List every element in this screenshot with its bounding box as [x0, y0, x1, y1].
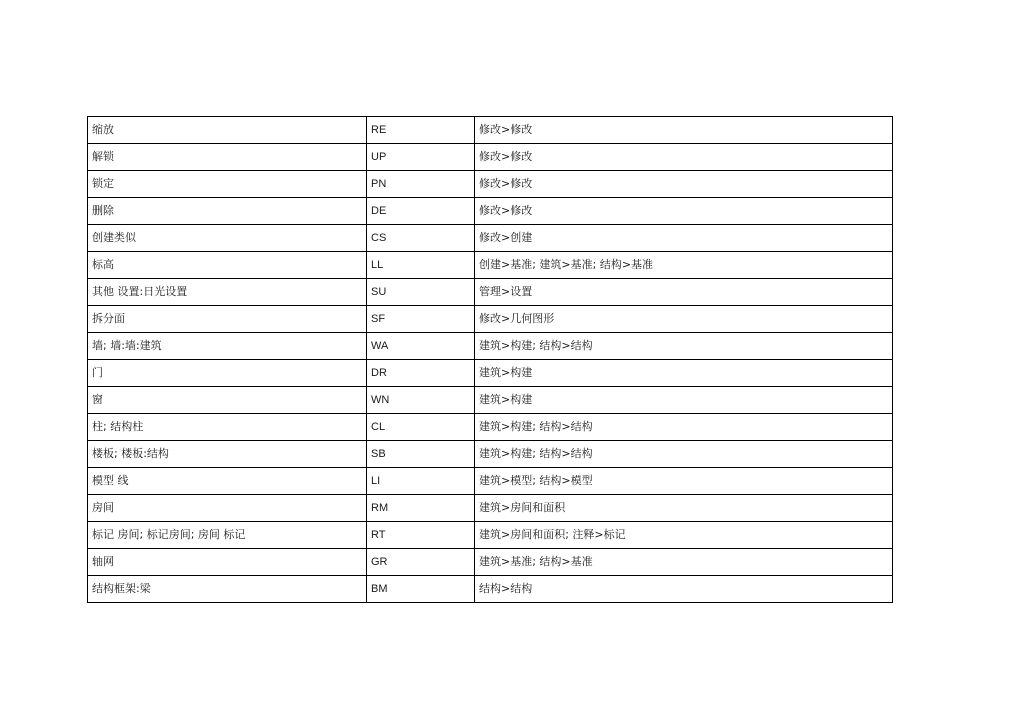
command-name: 创建类似 — [88, 225, 367, 252]
ribbon-location: 修改>修改 — [475, 144, 893, 171]
table-row — [88, 414, 893, 441]
shortcut-key: UP — [367, 144, 475, 171]
shortcut-key: SF — [367, 306, 475, 333]
command-name: 房间 — [88, 495, 367, 522]
shortcut-table — [87, 116, 893, 603]
shortcut-key: CL — [367, 414, 475, 441]
table-row — [88, 360, 893, 387]
table-row — [88, 225, 893, 252]
table-row — [88, 333, 893, 360]
shortcut-key: PN — [367, 171, 475, 198]
command-name: 拆分面 — [88, 306, 367, 333]
command-name: 楼板; 楼板:结构 — [88, 441, 367, 468]
ribbon-location: 修改>修改 — [475, 198, 893, 225]
shortcut-key: GR — [367, 549, 475, 576]
ribbon-location: 建筑>构建; 结构>结构 — [475, 333, 893, 360]
ribbon-location: 建筑>构建; 结构>结构 — [475, 414, 893, 441]
shortcut-key: RE — [367, 117, 475, 144]
command-name: 墙; 墙:墙:建筑 — [88, 333, 367, 360]
command-name: 缩放 — [88, 117, 367, 144]
table-row — [88, 522, 893, 549]
command-name: 删除 — [88, 198, 367, 225]
ribbon-location: 建筑>构建 — [475, 360, 893, 387]
command-name: 门 — [88, 360, 367, 387]
table-row — [88, 198, 893, 225]
table-row — [88, 171, 893, 198]
command-name: 其他 设置:日光设置 — [88, 279, 367, 306]
ribbon-location: 建筑>构建 — [475, 387, 893, 414]
shortcut-key: RM — [367, 495, 475, 522]
shortcut-key: LI — [367, 468, 475, 495]
ribbon-location: 建筑>房间和面积; 注释>标记 — [475, 522, 893, 549]
table-row — [88, 549, 893, 576]
command-name: 柱; 结构柱 — [88, 414, 367, 441]
shortcut-key: RT — [367, 522, 475, 549]
shortcut-key: WN — [367, 387, 475, 414]
shortcut-key: LL — [367, 252, 475, 279]
ribbon-location: 修改>几何图形 — [475, 306, 893, 333]
table-row — [88, 144, 893, 171]
shortcut-key: CS — [367, 225, 475, 252]
command-name: 标记 房间; 标记房间; 房间 标记 — [88, 522, 367, 549]
table-row — [88, 441, 893, 468]
shortcut-key: BM — [367, 576, 475, 603]
ribbon-location: 建筑>构建; 结构>结构 — [475, 441, 893, 468]
table-row — [88, 306, 893, 333]
ribbon-location: 修改>修改 — [475, 117, 893, 144]
table-row — [88, 117, 893, 144]
shortcut-key: SB — [367, 441, 475, 468]
ribbon-location: 修改>创建 — [475, 225, 893, 252]
table-row — [88, 279, 893, 306]
table-row — [88, 495, 893, 522]
command-name: 模型 线 — [88, 468, 367, 495]
command-name: 解锁 — [88, 144, 367, 171]
command-name: 轴网 — [88, 549, 367, 576]
ribbon-location: 修改>修改 — [475, 171, 893, 198]
table-row — [88, 576, 893, 603]
shortcut-key: WA — [367, 333, 475, 360]
ribbon-location: 建筑>基准; 结构>基准 — [475, 549, 893, 576]
ribbon-location: 创建>基准; 建筑>基准; 结构>基准 — [475, 252, 893, 279]
command-name: 标高 — [88, 252, 367, 279]
table-row — [88, 468, 893, 495]
table-row — [88, 387, 893, 414]
shortcut-key: SU — [367, 279, 475, 306]
ribbon-location: 管理>设置 — [475, 279, 893, 306]
table-row — [88, 252, 893, 279]
ribbon-location: 结构>结构 — [475, 576, 893, 603]
command-name: 锁定 — [88, 171, 367, 198]
shortcut-key: DE — [367, 198, 475, 225]
ribbon-location: 建筑>模型; 结构>模型 — [475, 468, 893, 495]
ribbon-location: 建筑>房间和面积 — [475, 495, 893, 522]
shortcut-key: DR — [367, 360, 475, 387]
command-name: 窗 — [88, 387, 367, 414]
command-name: 结构框架:梁 — [88, 576, 367, 603]
